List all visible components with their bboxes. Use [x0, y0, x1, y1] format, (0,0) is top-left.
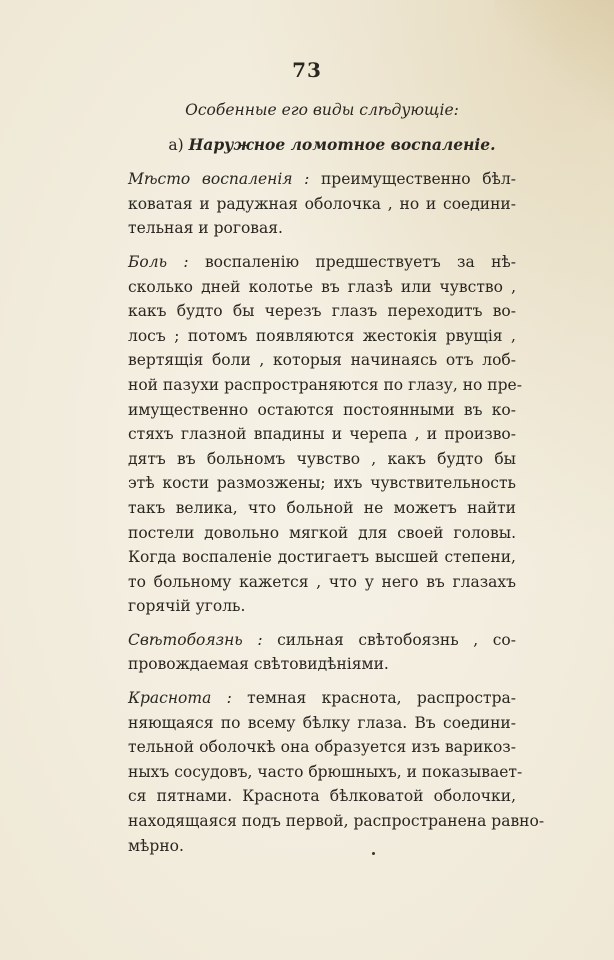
paragraph-lead: Свѣтобоязнь : — [128, 630, 263, 649]
paragraphs — [128, 167, 545, 858]
text-line: этѣ кости размозжены; ихъ чувствительность — [128, 474, 516, 493]
text-line: мѣрно. — [128, 836, 184, 855]
text-line: ной пазухи распространяются по глазу, но пре- — [128, 375, 522, 394]
text-line: дятъ въ больномъ чувство , какъ будто бы — [128, 449, 516, 468]
text-line: постели довольно мягкой для своей головы. — [128, 523, 516, 542]
text-block — [128, 98, 545, 867]
text-line: стяхъ глазной впадины и черепа , и произво- — [128, 425, 516, 444]
text-line — [128, 686, 516, 711]
text-line: провождаемая свѣтовидѣніями. — [128, 655, 389, 674]
page-number: 73 — [292, 58, 322, 82]
text-line: ся пятнами. Краснота бѣлковатой оболочки, — [128, 787, 516, 806]
text-line: находящаяся подъ первой, распространена равно- — [128, 812, 545, 831]
text-line: имущественно остаются постоянными въ ко- — [128, 400, 516, 419]
text-line: тельной оболочкѣ она образуется изъ варикоз- — [128, 738, 516, 757]
text-line: тельная и роговая. — [128, 219, 283, 238]
text-line: коватая и радужная оболочка , но и соедини- — [128, 194, 516, 213]
subsection-marker: а) — [168, 135, 184, 154]
paragraph-lead: Краснота : — [128, 689, 232, 708]
text-line: няющаяся по всему бѣлку глаза. Въ соедини- — [128, 713, 516, 732]
subsection-title — [128, 133, 516, 158]
text-line: ныхъ сосудовъ, часто брюшныхъ, и показывает- — [128, 762, 523, 781]
text-line — [128, 628, 516, 653]
text-line: Когда воспаленіе достигаетъ высшей степени, — [128, 548, 516, 567]
section-heading: Особенные его виды слѣдующіе: — [185, 101, 459, 119]
paragraph-text: преимущественно бѣл- — [309, 170, 516, 189]
paragraph-text: воспаленію предшествуетъ за нѣ- — [188, 252, 516, 271]
text-line: такъ велика, что больной не можетъ найти — [128, 498, 516, 517]
paragraph — [128, 628, 516, 677]
paragraph-text: сильная свѣтобоязнь , со- — [262, 630, 516, 649]
paragraph-text: темная краснота, распростра- — [231, 689, 516, 708]
ink-dot — [372, 852, 375, 855]
text-line: то больному кажется , что у него въ глазахъ — [128, 572, 516, 591]
paragraph — [128, 250, 522, 619]
text-line: какъ будто бы черезъ глазъ переходитъ во- — [128, 302, 516, 321]
paragraph — [128, 686, 545, 858]
text-line: сколько дней колотье въ глазѣ или чувство , — [128, 277, 516, 296]
paragraph-lead: Мѣсто воспаленія : — [128, 170, 310, 189]
text-line — [128, 167, 516, 192]
paragraph — [128, 167, 516, 241]
text-line — [128, 250, 516, 275]
text-line: вертящія боли , которыя начинаясь отъ лоб- — [128, 351, 516, 370]
text-line: горячій уголь. — [128, 597, 246, 616]
paragraph-lead: Боль : — [128, 252, 189, 271]
subsection-title-text: Наружное ломотное воспаленіе. — [188, 134, 496, 154]
text-line: лосъ ; потомъ появляются жестокія рвущія , — [128, 326, 516, 345]
